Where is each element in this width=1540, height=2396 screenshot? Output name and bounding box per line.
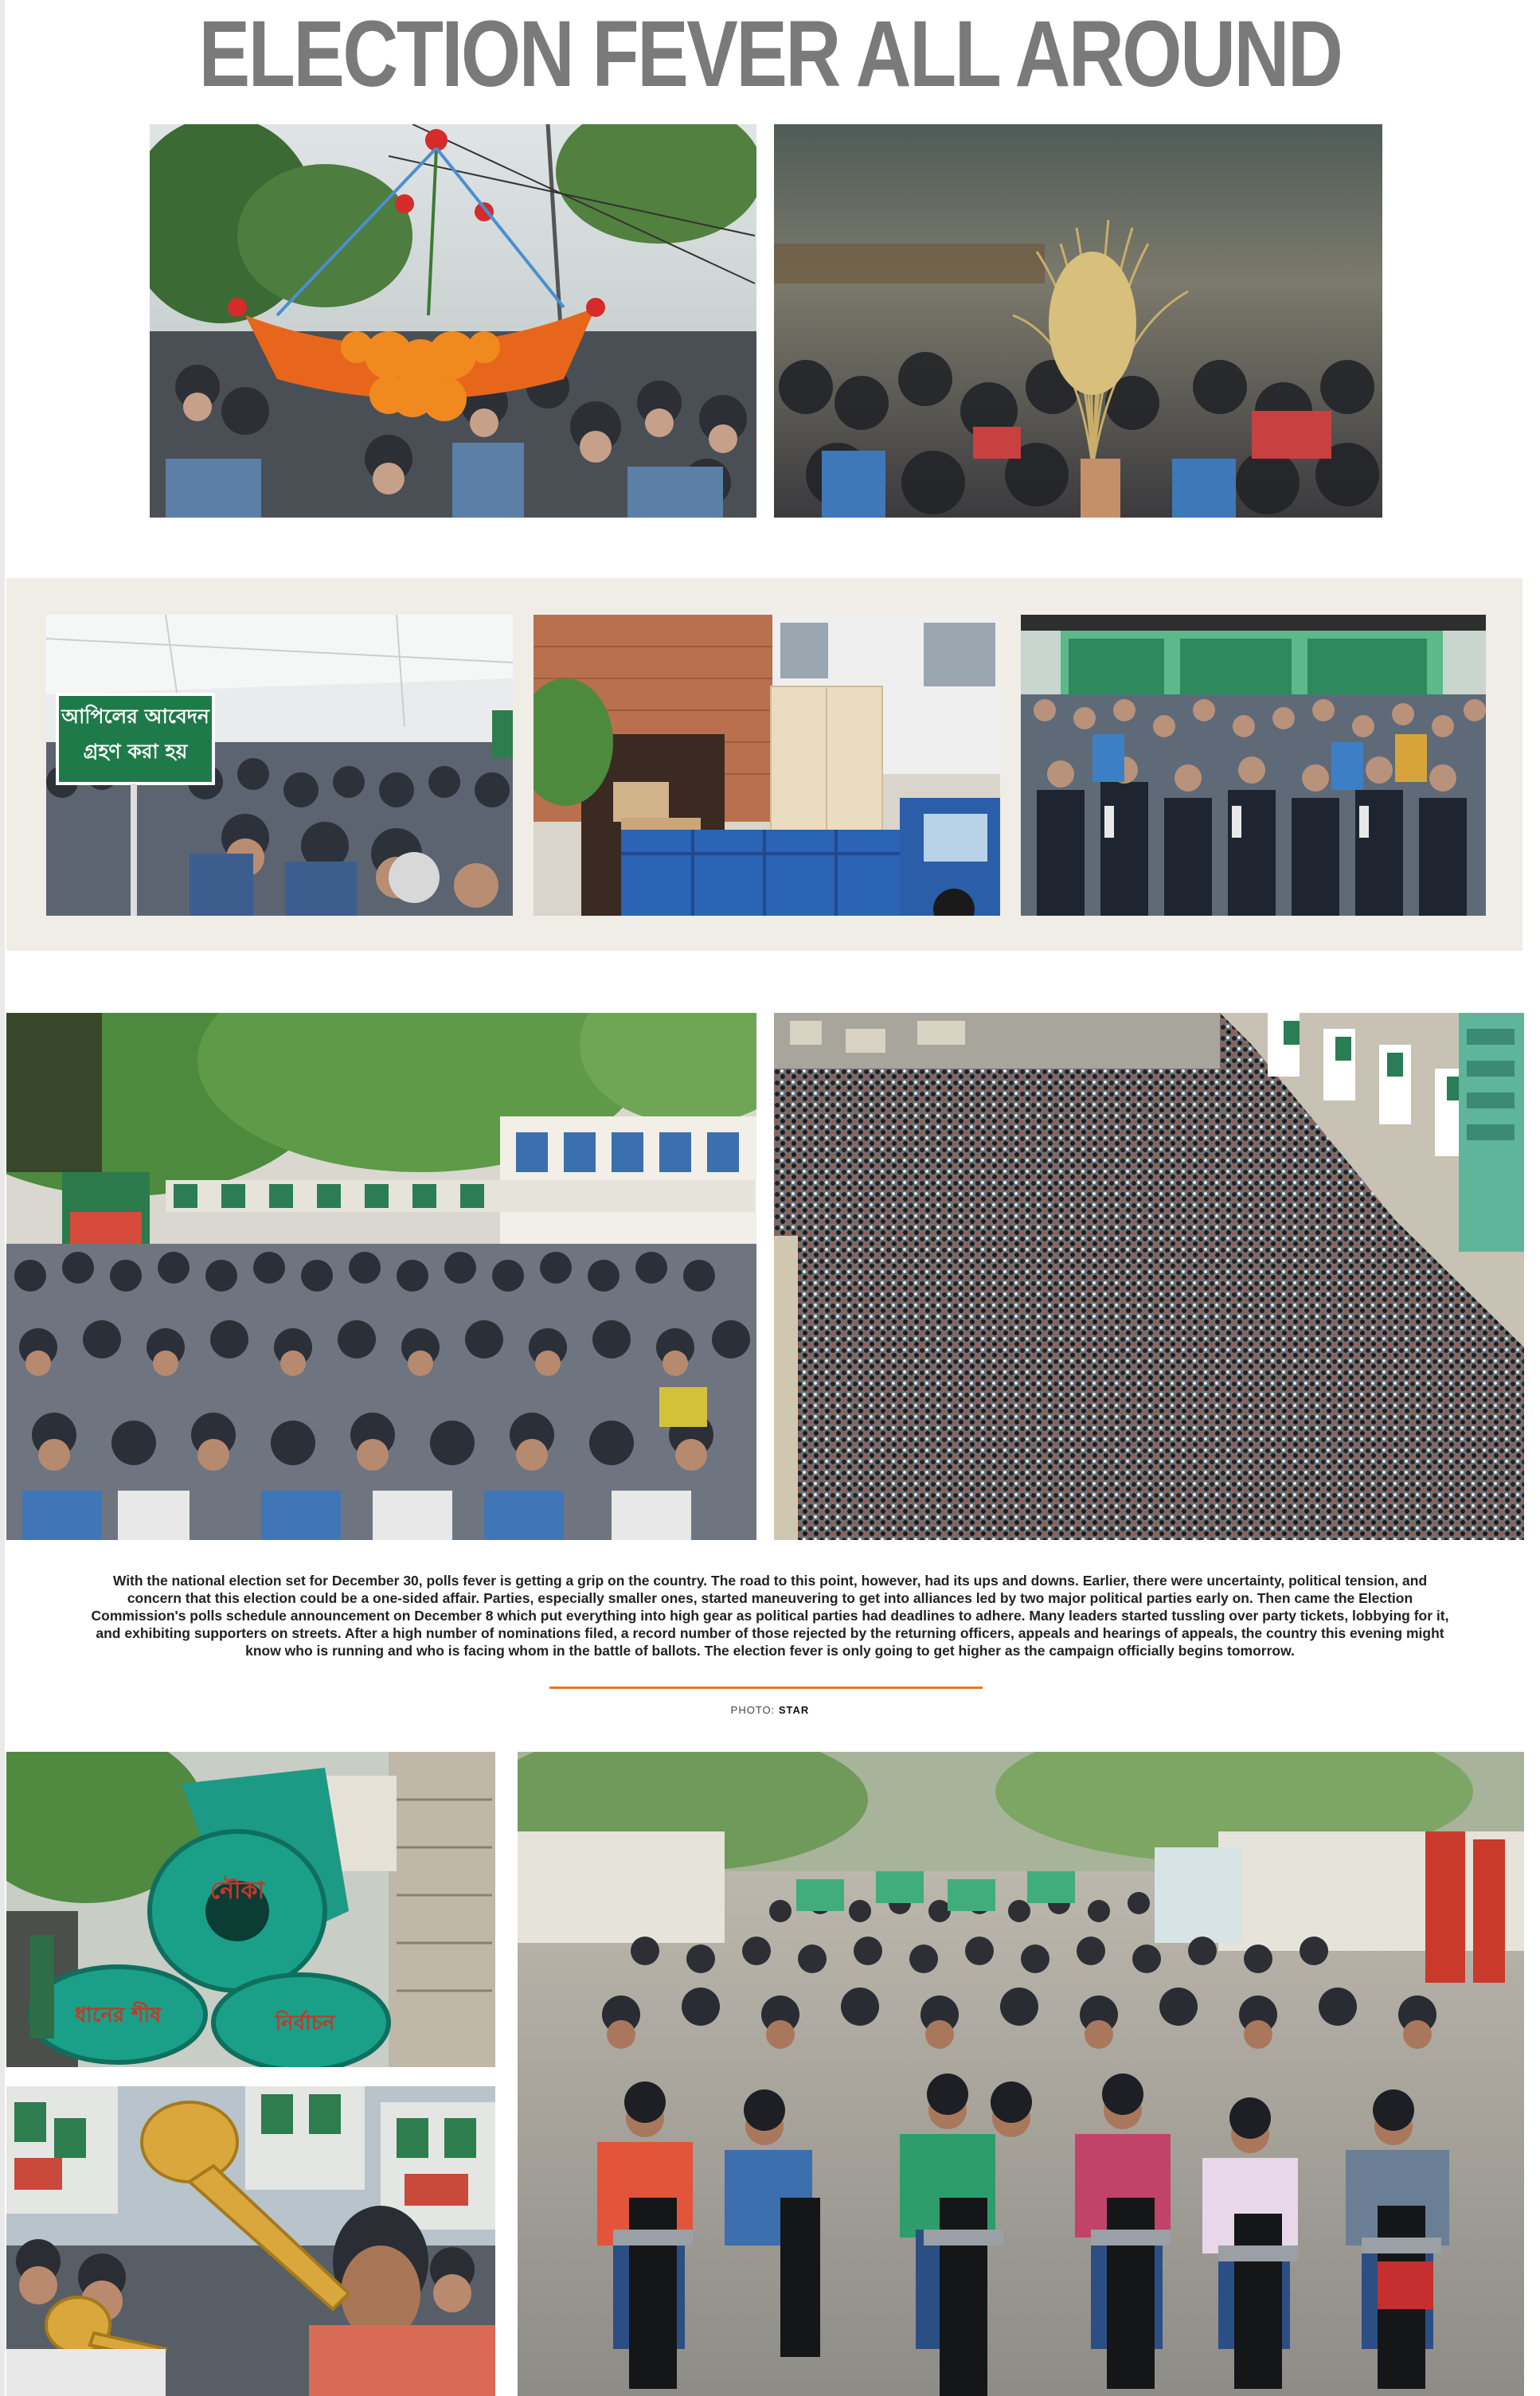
photo-ballot-boxes-truck (534, 615, 1000, 916)
photo-motorcycle-rally-image (518, 1752, 1524, 2396)
photo-aerial-street-crowd (774, 1013, 1524, 1540)
photo-credit-prefix: PHOTO: (730, 1704, 776, 1716)
photo-campaign-horns (6, 1752, 495, 2067)
photo-flower-boat-procession (150, 124, 756, 518)
photo-trumpet-band (6, 2086, 495, 2396)
photo-election-commission-crowd-image (1021, 615, 1486, 916)
page-left-edge (0, 0, 5, 2396)
photo-ballot-boxes-truck-image (534, 615, 1000, 916)
headline: ELECTION FEVER ALL AROUND (198, 2, 1342, 107)
photo-aerial-street-crowd-image (774, 1013, 1524, 1540)
caption-divider-rule (549, 1687, 983, 1689)
appeal-sign-text: আপিলের আবেদন গ্রহণ করা হয় (61, 705, 209, 763)
photo-trumpet-band-image (6, 2086, 495, 2396)
photo-credit (0, 1704, 1540, 1716)
horn-text-1: নৌকা (209, 1877, 265, 1905)
horn-text-3: নির্বাচন (275, 2011, 335, 2035)
photo-crowd-under-trees-image (6, 1013, 756, 1540)
photo-flower-boat-procession-image (150, 124, 756, 518)
photo-credit-source: STAR (778, 1704, 810, 1716)
photo-crowd-under-trees (6, 1013, 756, 1540)
photo-appeal-tent-crowd (46, 615, 513, 916)
photo-election-commission-crowd (1021, 615, 1486, 916)
photo-paddy-sheaf-rally-image (774, 124, 1382, 518)
horn-text-2: ধানের শীষ (74, 2003, 162, 2027)
photo-caption: With the national election set for December 30, polls fever is getting a grip on the country. The road to this point, however, had its ups and downs. Earlier, there were uncertainty, political tension, and concern that this election could be a one-sided affair. Parties, especially smaller ones, started maneuvering to get into alliances led by two major political parties early on. Then came the Election Commission's polls schedule announcement on December 8 which put everything into high gear as political parties had deadlines to adhere. Many leaders started tussling over party tickets, lobbying for it, and exhibiting supporters on streets. After a high number of nominations filed, a record number of those rejected by the returning officers, appeals and hearings of appeals, the country this evening might know who is running and who is facing whom in the battle of ballots. The election fever is only going to get higher as the campaign officially begins tomorrow. (91, 1573, 1449, 1659)
photo-paddy-sheaf-rally (774, 124, 1382, 518)
photo-motorcycle-rally (518, 1752, 1524, 2396)
